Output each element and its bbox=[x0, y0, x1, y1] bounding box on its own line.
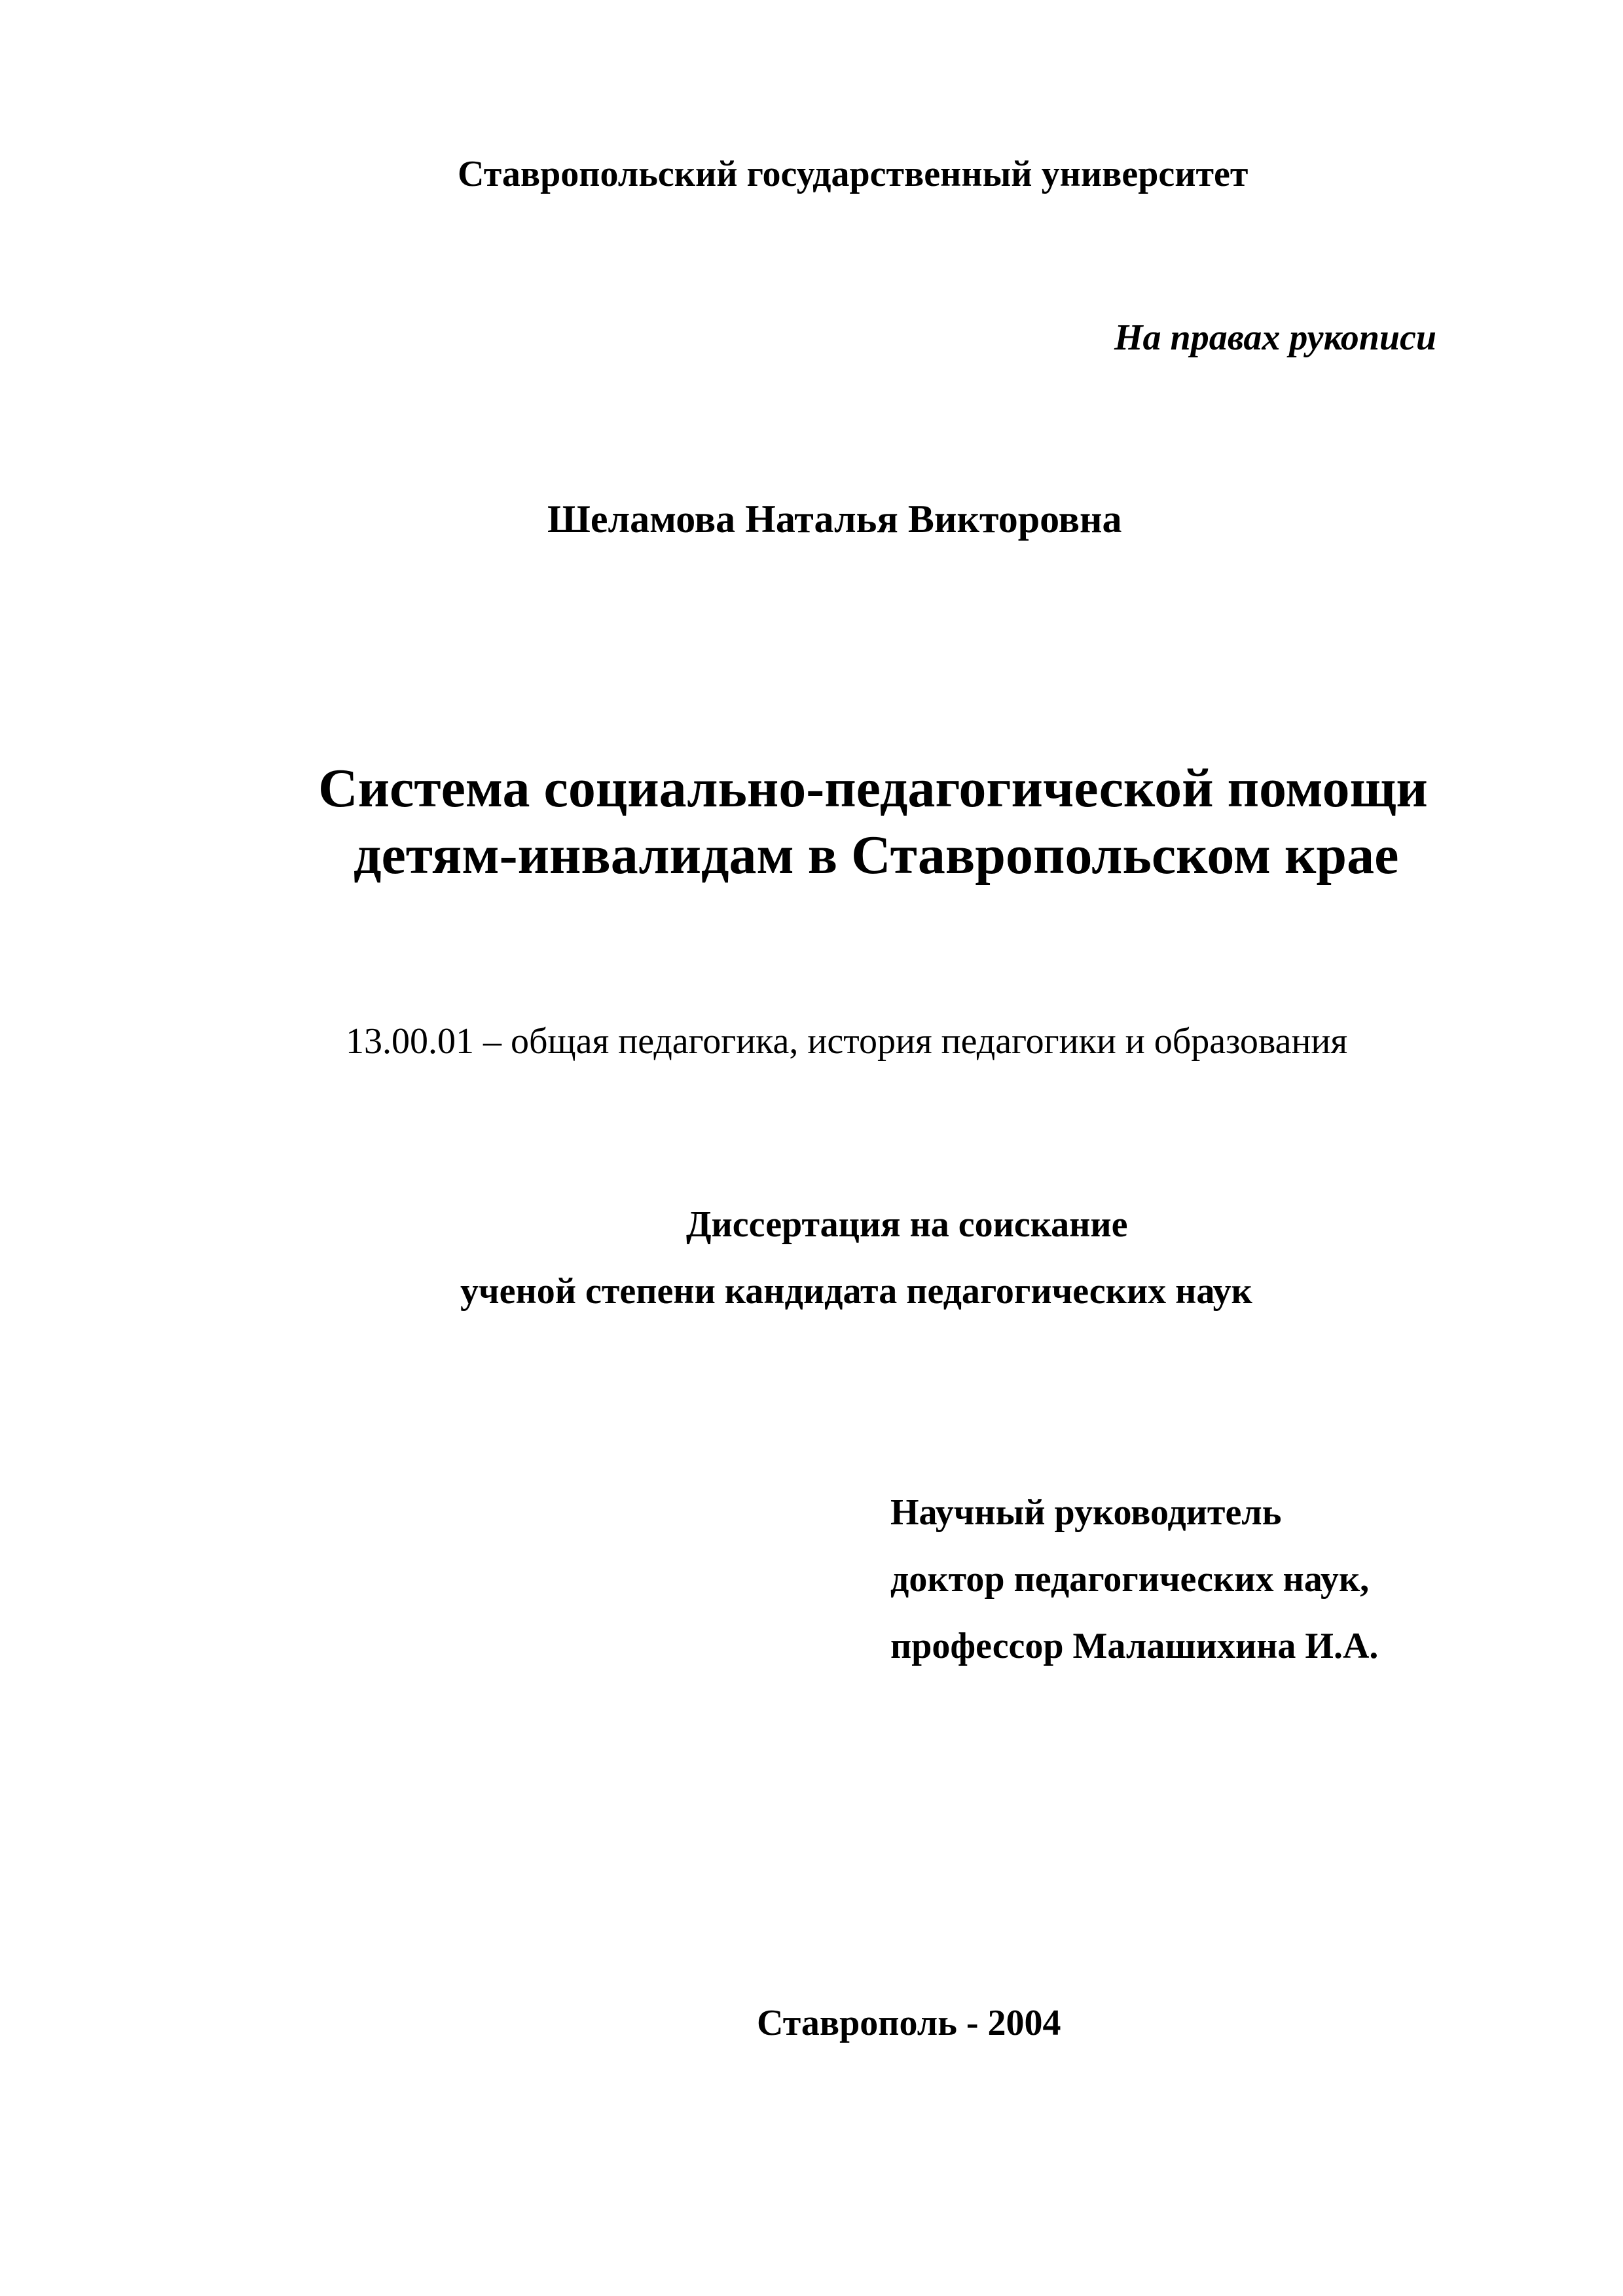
city-year: Ставрополь - 2004 bbox=[757, 2003, 1061, 2043]
specialty-code: 13.00.01 – общая педагогика, история педагогики и образования bbox=[346, 1021, 1348, 1062]
supervisor-name: профессор Малашихина И.А. bbox=[890, 1626, 1379, 1666]
dissertation-title-line-2: детям-инвалидам в Ставропольском крае bbox=[354, 825, 1399, 886]
supervisor-label: Научный руководитель bbox=[890, 1492, 1282, 1533]
author-name: Шеламова Наталья Викторовна bbox=[547, 497, 1122, 541]
degree-statement-line-2: ученой степени кандидата педагогических наук bbox=[460, 1271, 1252, 1312]
university-name: Ставропольский государственный университет bbox=[458, 154, 1249, 194]
manuscript-note: На правах рукописи bbox=[1114, 317, 1436, 358]
supervisor-degree: доктор педагогических наук, bbox=[890, 1559, 1370, 1600]
degree-statement-line-1: Диссертация на соискание bbox=[686, 1204, 1128, 1245]
dissertation-title-line-1: Система социально-педагогической помощи bbox=[318, 758, 1428, 819]
